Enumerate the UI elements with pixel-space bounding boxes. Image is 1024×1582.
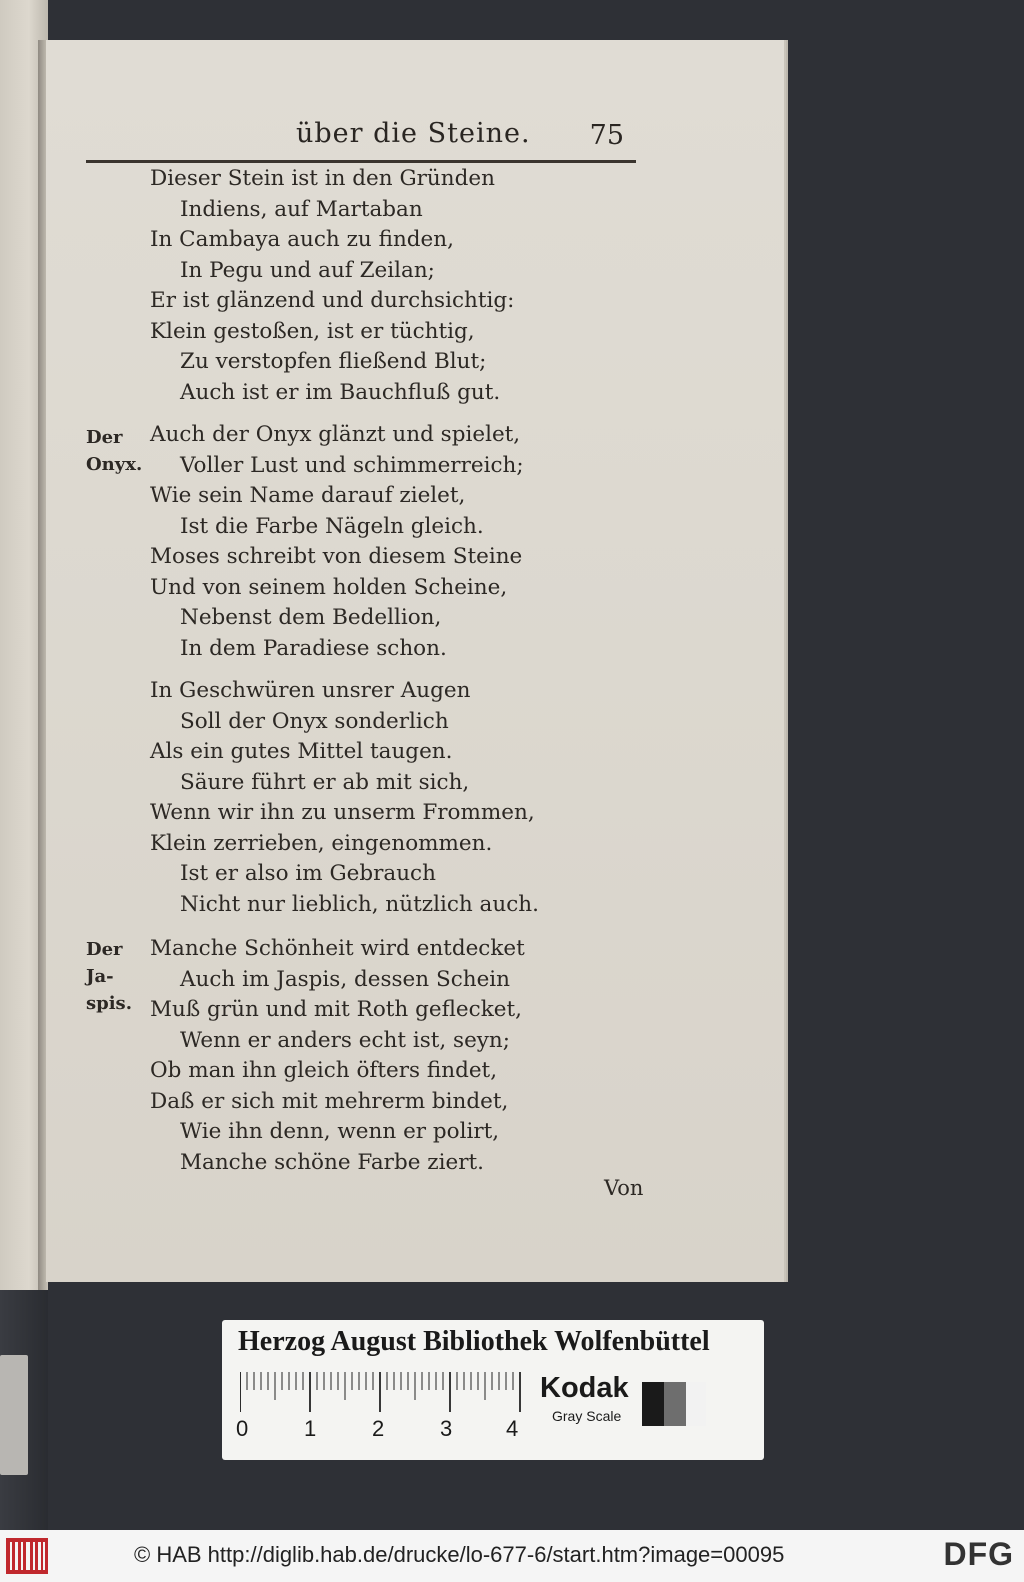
ruler-number: 4 [506, 1416, 519, 1441]
library-name: Herzog August Bibliothek Wolfenbüttel [238, 1326, 710, 1357]
verse-line: Muß grün und mit Roth geflecket, [150, 997, 522, 1022]
hab-barcode-logo-icon [6, 1538, 48, 1574]
margin-note-line: Der [86, 939, 123, 960]
margin-note-line: Der [86, 427, 123, 448]
verse-line: Wie ihn denn, wenn er polirt, [180, 1119, 500, 1144]
footer-bar [0, 1530, 1024, 1582]
kodak-logo: Kodak [540, 1372, 629, 1404]
verse-line: Manche Schönheit wird entdecket [150, 936, 525, 961]
verse-line: Nicht nur lieblich, nützlich auch. [180, 891, 539, 917]
verse-line: In Geschwüren unsrer Augen [150, 678, 471, 703]
verse-line: Auch im Jaspis, dessen Schein [180, 966, 511, 992]
verse-line: Zu verstopfen fließend Blut; [180, 349, 487, 374]
verse-line: Indiens, auf Martaban [180, 196, 423, 222]
verse-line: Wenn wir ihn zu unserm Frommen, [150, 800, 535, 825]
source-url: © HAB http://diglib.hab.de/drucke/lo-677-6/start.htm?image=00095 [134, 1542, 785, 1567]
verse-line: Manche schöne Farbe ziert. [180, 1149, 484, 1175]
verse-line: Soll der Onyx sonderlich [180, 708, 449, 734]
verse-line: Wenn er anders echt ist, seyn; [180, 1027, 511, 1053]
verse-line: Voller Lust und schimmerreich; [180, 452, 524, 478]
ruler-scale [240, 1372, 522, 1412]
verse-line: Auch ist er im Bauchfluß gut. [180, 379, 501, 405]
running-head [86, 118, 636, 163]
gray-patches [642, 1382, 706, 1426]
gray-patch [664, 1382, 686, 1426]
ruler-number: 0 [236, 1416, 249, 1441]
stanza-4 [150, 934, 525, 1178]
running-head-title: über die Steine. [296, 118, 531, 149]
verse-line: Dieser Stein ist in den Gründen [150, 166, 495, 191]
verse-line: Ist er also im Gebrauch [180, 861, 436, 886]
ruler-number: 1 [304, 1416, 317, 1441]
verse-line: Daß er sich mit mehrerm bindet, [150, 1088, 509, 1114]
verse-line: Moses schreibt von diesem Steine [150, 544, 523, 569]
dfg-logo: DFG [943, 1536, 1014, 1572]
gray-scale-label: Gray Scale [552, 1408, 622, 1424]
paper-slip [0, 1355, 28, 1475]
color-scale-card [222, 1320, 764, 1460]
verse-line: Klein gestoßen, ist er tüchtig, [150, 318, 475, 344]
stanza-3 [150, 676, 539, 920]
catchword: Von [604, 1176, 644, 1200]
margin-note-onyx [86, 424, 142, 478]
verse-line: Als ein gutes Mittel taugen. [150, 739, 453, 764]
gray-patch [686, 1382, 706, 1426]
stanza-1 [150, 164, 514, 408]
verse-line: Er ist glänzend und durchsichtig: [150, 288, 515, 313]
verse-line: Auch der Onyx glänzt und spielet, [150, 422, 521, 447]
margin-note-jaspis [86, 936, 132, 1017]
verse-line: In Cambaya auch zu finden, [150, 227, 454, 252]
verse-line: In Pegu und auf Zeilan; [180, 257, 435, 283]
margin-note-line: spis. [86, 993, 132, 1014]
verse-line: Säure führt er ab mit sich, [180, 769, 470, 795]
verse-line: In dem Paradiese schon. [180, 635, 447, 661]
page-number: 75 [589, 120, 624, 151]
verse-line: Ist die Farbe Nägeln gleich. [180, 513, 484, 539]
verse-line: Wie sein Name darauf zielet, [150, 483, 466, 508]
gray-patch [642, 1382, 664, 1426]
margin-note-line: Onyx. [86, 454, 143, 475]
verse-line: Nebenst dem Bedellion, [180, 605, 442, 630]
stanza-2 [150, 420, 524, 664]
ruler-number: 2 [372, 1416, 385, 1441]
verse-line: Klein zerrieben, eingenommen. [150, 830, 493, 856]
ruler-numbers [236, 1416, 536, 1446]
margin-note-line: Ja- [86, 966, 114, 987]
verse-line: Ob man ihn gleich öfters findet, [150, 1058, 498, 1083]
ruler-number: 3 [440, 1416, 453, 1441]
verse-line: Und von seinem holden Scheine, [150, 574, 508, 600]
